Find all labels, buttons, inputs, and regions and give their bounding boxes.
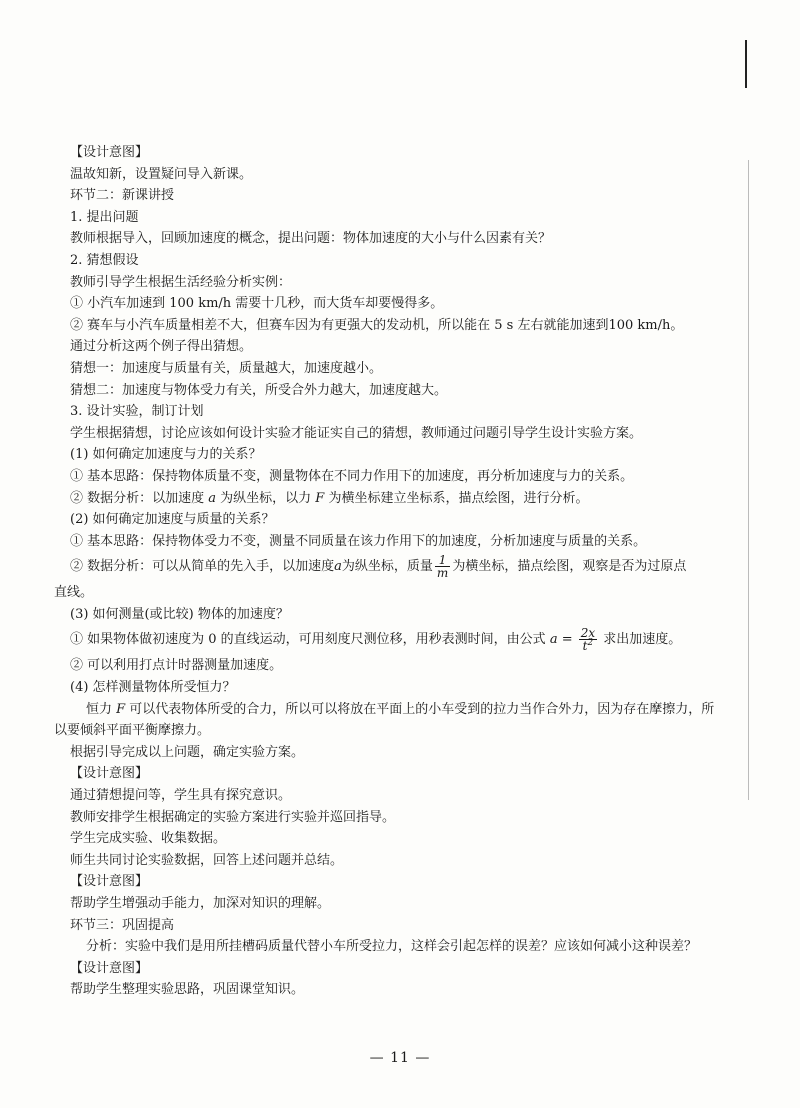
math-variable: t: [582, 639, 588, 654]
text-segment: ② 数据分析：可以从简单的先入手，以加速度: [70, 559, 335, 575]
equals-sign: =: [557, 632, 577, 648]
text-line: 猜想二：加速度与物体受力有关，所受合外力越大，加速度越大。: [70, 382, 448, 398]
page-number: — 11 —: [369, 1050, 431, 1066]
text-line: (1) 如何确定加速度与力的关系？: [70, 447, 262, 463]
force-paragraph: [54, 699, 720, 742]
math-variable: F: [315, 490, 325, 506]
text-line: 【设计意图】: [70, 960, 149, 976]
text-line: ② 赛车与小汽车质量相差不大，但赛车因为有更强大的发动机，所以能在 5 s 左右就能加速到100 km/h。: [70, 317, 684, 333]
text-line: ① 小汽车加速到 100 km/h 需要十几秒，而大货车却要慢得多。: [70, 296, 444, 312]
text-line: 师生共同讨论实验数据，回答上述问题并总结。: [70, 852, 344, 868]
text-line: 直线。: [54, 585, 94, 601]
math-variable: a: [549, 632, 558, 648]
lesson-content: [54, 142, 720, 1001]
text-line: 1. 提出问题: [70, 209, 139, 225]
text-line: 学生完成实验、收集数据。: [70, 831, 227, 847]
text-segment: 求出加速度。: [599, 632, 682, 648]
text-line: 【设计意图】: [70, 145, 149, 160]
text-line: 教师根据导入，回顾加速度的概念，提出问题：物体加速度的大小与什么因素有关？: [70, 231, 552, 247]
text-segment: 为纵坐标，质量: [341, 559, 433, 575]
text-line: 帮助学生整理实验思路，巩固课堂知识。: [70, 982, 305, 998]
data-analysis-line: [70, 488, 720, 510]
text-segment: 为横坐标，描点绘图，观察是否为过原点: [452, 559, 687, 575]
text-segment: 为纵坐标，以力: [216, 490, 316, 506]
text-segment: 恒力: [86, 701, 117, 717]
text-line: 根据引导完成以上问题，确定实验方案。: [70, 744, 305, 760]
text-segment: ① 如果物体做初速度为 0 的直线运动，可用刻度尺测位移，用秒表测时间，由公式: [70, 632, 550, 648]
text-line: (2) 如何确定加速度与质量的关系？: [70, 512, 275, 528]
text-line: 通过分析这两个例子得出猜想。: [70, 339, 253, 355]
scan-margin-line: [748, 160, 749, 800]
fraction-numerator: 2x: [580, 626, 596, 641]
text-line: 教师引导学生根据生活经验分析实例：: [70, 274, 292, 290]
text-line: 【设计意图】: [70, 874, 149, 890]
data-analysis-line: [70, 552, 720, 582]
text-segment: 可以代表物体所受的合力，所以可以将放在平面上的小车受到的拉力当作合外力，因为存在摩擦力，所以要倾斜平面平衡摩擦力。: [54, 701, 715, 739]
fraction: [579, 627, 597, 652]
analysis-paragraph: 分析：实验中我们是用所挂槽码质量代替小车所受拉力，这样会引起怎样的误差？应该如何减小这种误差？: [86, 939, 698, 955]
formula-line: [70, 625, 720, 655]
text-line: 3. 设计实验，制订计划: [70, 404, 204, 420]
fraction-denominator: [579, 639, 597, 652]
text-segment: 为横坐标建立坐标系，描点绘图，进行分析。: [324, 490, 589, 506]
scan-edge-line: [745, 40, 747, 88]
math-variable: a: [208, 490, 217, 506]
math-variable: a: [334, 559, 342, 575]
fraction: [435, 554, 450, 579]
text-line: 2. 猜想假设: [70, 252, 139, 268]
text-line: ② 可以利用打点计时器测量加速度。: [70, 658, 283, 674]
text-line: ① 基本思路：保持物体受力不变，测量不同质量在该力作用下的加速度，分析加速度与质量的关系。: [70, 533, 647, 549]
text-line: ① 基本思路：保持物体质量不变，测量物体在不同力作用下的加速度，再分析加速度与力的关系。: [70, 468, 634, 484]
text-line: 学生根据猜想，讨论应该如何设计实验才能证实自己的猜想，教师通过问题引导学生设计实验方案。: [70, 425, 643, 441]
text-segment: ② 数据分析：以加速度: [70, 490, 209, 506]
text-line: (4) 怎样测量物体所受恒力？: [70, 680, 236, 696]
text-line: (3) 如何测量(或比较) 物体的加速度？: [70, 606, 289, 622]
text-line: 【设计意图】: [70, 766, 149, 782]
text-line: 教师安排学生根据确定的实验方案进行实验并巡回指导。: [70, 809, 396, 825]
section-heading: 环节三：巩固提高: [70, 917, 175, 933]
math-variable: F: [116, 701, 126, 717]
exponent: 2: [587, 638, 594, 649]
fraction-denominator: m: [436, 566, 449, 581]
text-line: 帮助学生增强动手能力，加深对知识的理解。: [70, 896, 331, 911]
text-line: 猜想一：加速度与质量有关，质量越大，加速度越小。: [70, 360, 383, 376]
text-line: 温故知新，设置疑问导入新课。: [70, 166, 253, 182]
text-line: 通过猜想提问等，学生具有探究意识。: [70, 788, 292, 804]
section-heading: 环节二：新课讲授: [70, 188, 175, 204]
fraction-numerator: 1: [438, 553, 447, 568]
